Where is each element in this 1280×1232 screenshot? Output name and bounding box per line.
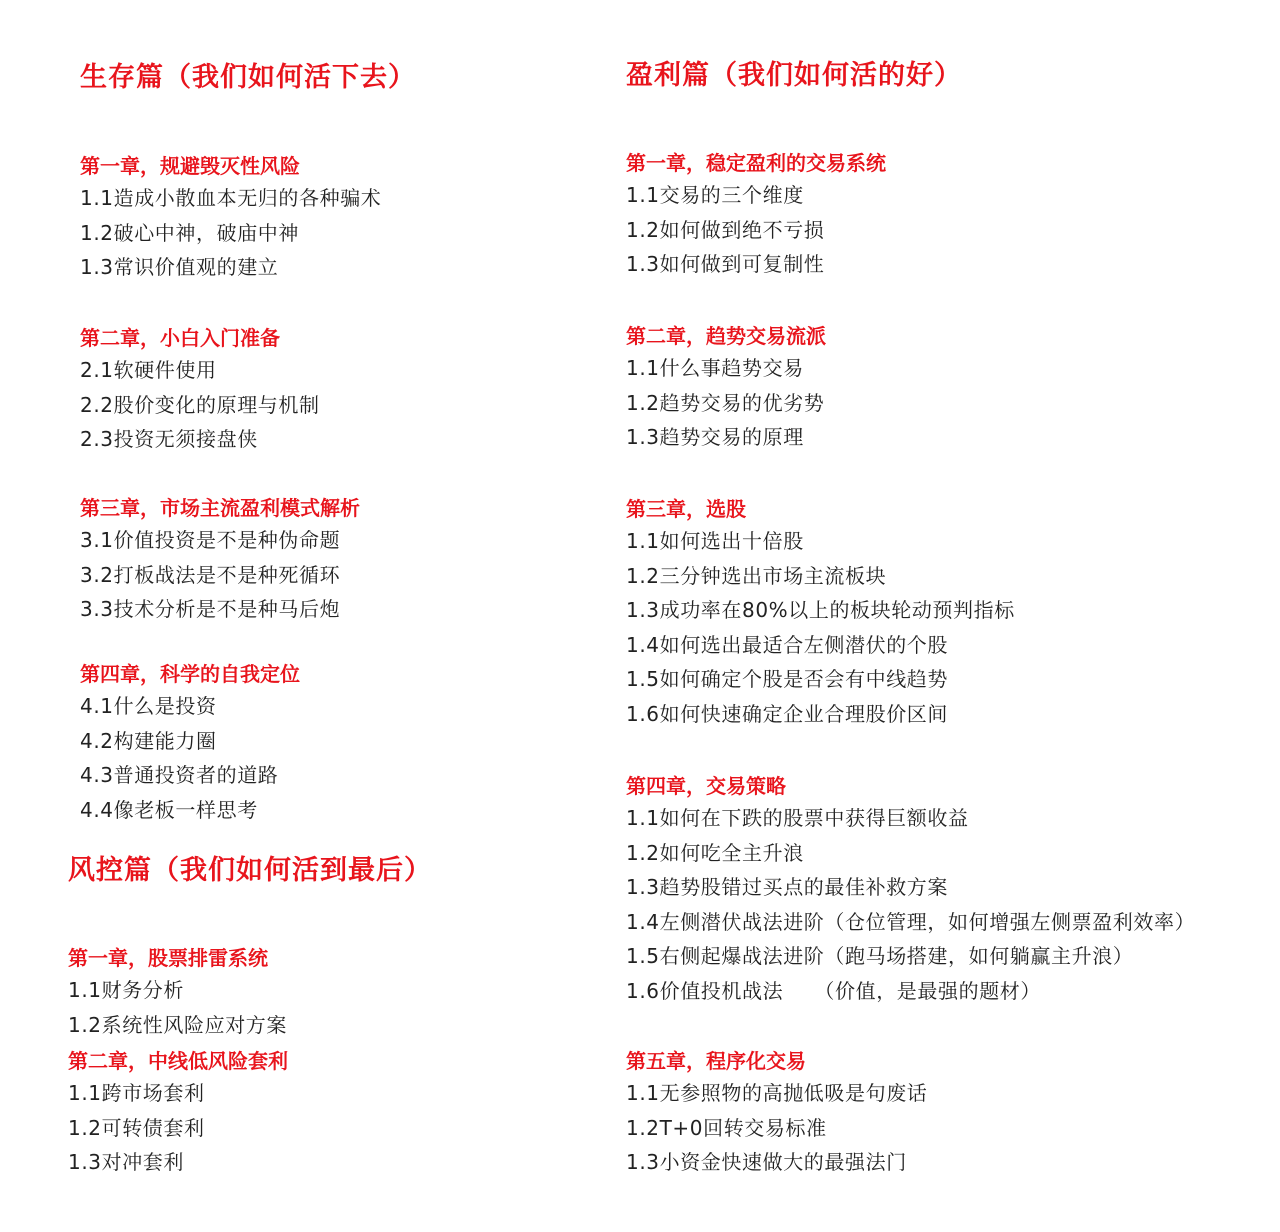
profit-chapter-3 [626,494,1015,731]
chapter-title: 第二章，小白入门准备 [80,326,280,350]
list-item: 1.1跨市场套利 [68,1081,205,1105]
chapter-title: 第四章，科学的自我定位 [80,662,300,686]
chapter-title: 第五章，程序化交易 [626,1049,806,1073]
list-item: 1.1如何在下跌的股票中获得巨额收益 [626,806,969,830]
list-item: 2.3投资无须接盘侠 [80,427,258,451]
risk-chapter-1 [68,943,287,1042]
list-item: 1.3趋势交易的原理 [626,425,804,449]
list-item: 1.2如何吃全主升浪 [626,840,804,865]
list-item: 4.4像老板一样思考 [80,797,258,822]
list-item: 1.1无参照物的高抛低吸是句废话 [626,1081,928,1105]
survival-chapter-1 [80,151,381,285]
chapter-title: 第一章，稳定盈利的交易系统 [626,151,886,175]
list-item: 1.5如何确定个股是否会有中线趋势 [626,667,949,691]
list-item: 1.1交易的三个维度 [626,183,804,207]
list-item: 1.3趋势股错过买点的最佳补救方案 [626,875,949,899]
list-item: 1.1什么事趋势交易 [626,356,804,380]
list-item: 1.4如何选出最适合左侧潜伏的个股 [626,632,949,657]
list-item: 1.2可转债套利 [68,1115,205,1140]
list-item: 1.5右侧起爆战法进阶（跑马场搭建，如何躺赢主升浪） [626,944,1134,968]
chapter-title: 第三章，选股 [626,497,746,521]
list-item: 1.2趋势交易的优劣势 [626,390,825,415]
chapter-title: 第一章，规避毁灭性风险 [80,154,300,178]
survival-chapter-4 [80,659,300,827]
list-item: 1.1财务分析 [68,978,185,1002]
list-item: 1.3对冲套利 [68,1150,185,1174]
list-item: 1.3常识价值观的建立 [80,255,279,279]
survival-chapter-2 [80,323,320,457]
list-item: 2.1软硬件使用 [80,358,217,382]
chapter-title: 第二章，趋势交易流派 [626,324,826,348]
profit-part-title: 盈利篇（我们如何活的好） [626,60,962,91]
list-item: 1.4左侧潜伏战法进阶（仓位管理，如何增强左侧票盈利效率） [626,909,1196,934]
list-item: 3.3技术分析是不是种马后炮 [80,597,341,621]
list-item: 3.1价值投资是不是种伪命题 [80,528,341,552]
profit-chapter-5 [626,1046,927,1180]
list-item: 1.3小资金快速做大的最强法门 [626,1150,907,1174]
list-item: 3.2打板战法是不是种死循环 [80,562,341,587]
list-item: 4.2构建能力圈 [80,728,217,753]
list-item: 1.2如何做到绝不亏损 [626,217,825,242]
list-item: 2.2股价变化的原理与机制 [80,392,320,417]
chapter-title: 第四章，交易策略 [626,774,786,798]
chapter-title: 第一章，股票排雷系统 [68,946,268,970]
risk-part-title: 风控篇（我们如何活到最后） [68,855,432,886]
list-item: 1.3如何做到可复制性 [626,252,825,276]
chapter-title: 第二章，中线低风险套利 [68,1049,288,1073]
profit-chapter-2 [626,321,826,455]
list-item: 1.1如何选出十倍股 [626,529,804,553]
list-item: 4.3普通投资者的道路 [80,763,279,787]
list-item: 1.6如何快速确定企业合理股价区间 [626,701,949,726]
list-item: 1.3成功率在80%以上的板块轮动预判指标 [626,598,1015,622]
list-item: 1.2破心中神，破庙中神 [80,220,300,245]
chapter-title: 第三章，市场主流盈利模式解析 [80,496,360,520]
profit-chapter-4 [626,771,1195,1008]
risk-chapter-2 [68,1046,288,1180]
list-item: 1.2T+0回转交易标准 [626,1115,827,1140]
list-item: 4.1什么是投资 [80,694,217,718]
survival-chapter-3 [80,493,360,627]
list-item: 1.1造成小散血本无归的各种骗术 [80,186,382,210]
list-item: 1.2三分钟选出市场主流板块 [626,563,887,588]
list-item: 1.2系统性风险应对方案 [68,1012,288,1037]
survival-part-title: 生存篇（我们如何活下去） [80,62,416,93]
list-item: 1.6价值投机战法 （价值，是最强的题材） [626,978,1042,1003]
profit-chapter-1 [626,148,886,282]
